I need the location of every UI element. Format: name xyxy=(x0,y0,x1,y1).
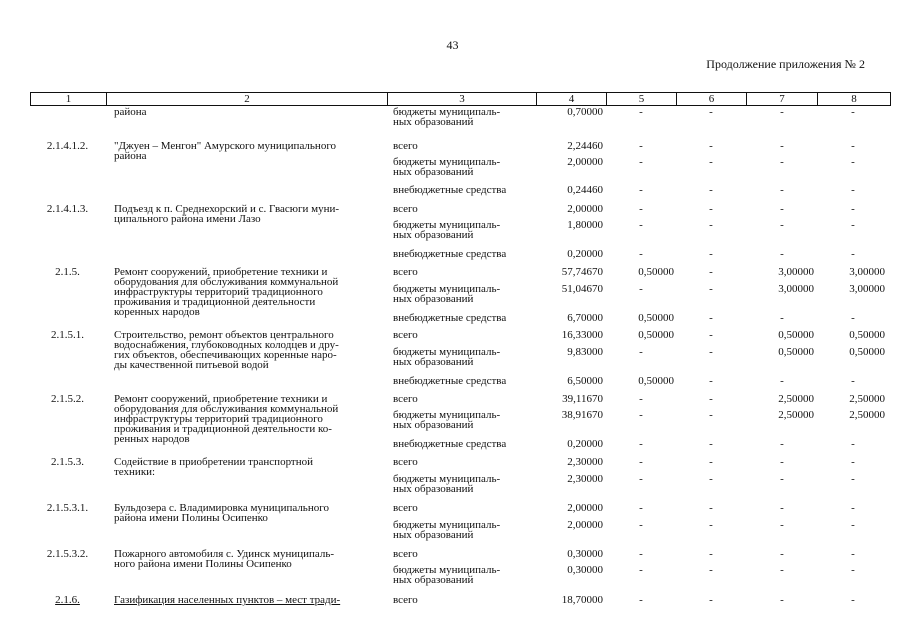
row-value-col7: - xyxy=(780,456,784,468)
row-funding-source: бюджеты муниципаль- ных образований xyxy=(393,283,501,305)
row-value-col8: 3,00000 xyxy=(849,283,885,295)
row-value-col4: 18,70000 xyxy=(561,594,603,606)
row-value-col6: - xyxy=(709,519,713,531)
row-value-col7: - xyxy=(780,106,784,118)
header-col-7: 7 xyxy=(747,93,818,106)
row-value-col7: - xyxy=(780,184,784,196)
row-funding-source: внебюджетные средства xyxy=(393,438,507,450)
row-value-col8: - xyxy=(851,248,855,260)
row-value-col5: 0,50000 xyxy=(638,266,674,278)
row-code: 2.1.5.1. xyxy=(51,329,84,341)
row-value-col4: 2,00000 xyxy=(567,203,603,215)
row-value-col5: - xyxy=(639,248,643,260)
header-col-1: 1 xyxy=(31,93,107,106)
row-value-col5: - xyxy=(639,594,643,606)
row-value-col8: - xyxy=(851,473,855,485)
header-col-8: 8 xyxy=(818,93,891,106)
row-value-col7: 2,50000 xyxy=(778,393,814,405)
row-funding-source: внебюджетные средства xyxy=(393,248,507,260)
page-number: 43 xyxy=(446,38,459,52)
row-value-col7: - xyxy=(780,140,784,152)
row-code: 2.1.5.3. xyxy=(51,456,84,468)
row-value-col8: - xyxy=(851,456,855,468)
row-funding-source: бюджеты муниципаль- ных образований xyxy=(393,564,501,586)
row-value-col5: - xyxy=(639,346,643,358)
row-value-col5: 0,50000 xyxy=(638,312,674,324)
row-value-col6: - xyxy=(709,203,713,215)
row-funding-source: бюджеты муниципаль- ных образований xyxy=(393,519,501,541)
row-value-col8: - xyxy=(851,502,855,514)
row-value-col4: 51,04670 xyxy=(561,283,603,295)
row-funding-source: бюджеты муниципаль- ных образований xyxy=(393,346,501,368)
row-value-col6: - xyxy=(709,456,713,468)
row-value-col7: - xyxy=(780,473,784,485)
row-funding-source: всего xyxy=(393,203,418,215)
row-value-col4: 2,30000 xyxy=(567,473,603,485)
row-value-col5: - xyxy=(639,438,643,450)
row-value-col6: - xyxy=(709,564,713,576)
row-value-col5: 0,50000 xyxy=(638,329,674,341)
row-value-col6: - xyxy=(709,438,713,450)
row-value-col7: 3,00000 xyxy=(778,283,814,295)
row-value-col6: - xyxy=(709,393,713,405)
row-value-col8: - xyxy=(851,438,855,450)
row-value-col4: 2,24460 xyxy=(567,140,603,152)
row-value-col4: 0,24460 xyxy=(567,184,603,196)
row-value-col6: - xyxy=(709,106,713,118)
row-value-col5: - xyxy=(639,393,643,405)
row-value-col7: - xyxy=(780,519,784,531)
row-value-col5: - xyxy=(639,184,643,196)
row-value-col8: - xyxy=(851,375,855,387)
row-value-col8: 3,00000 xyxy=(849,266,885,278)
row-value-col8: 0,50000 xyxy=(849,329,885,341)
row-funding-source: всего xyxy=(393,329,418,341)
row-value-col5: - xyxy=(639,219,643,231)
row-value-col4: 0,30000 xyxy=(567,548,603,560)
row-funding-source: всего xyxy=(393,456,418,468)
row-value-col8: - xyxy=(851,219,855,231)
row-value-col6: - xyxy=(709,473,713,485)
row-value-col6: - xyxy=(709,409,713,421)
row-value-col6: - xyxy=(709,312,713,324)
row-funding-source: бюджеты муниципаль- ных образований xyxy=(393,106,501,128)
row-value-col7: 0,50000 xyxy=(778,346,814,358)
row-value-col7: 3,00000 xyxy=(778,266,814,278)
row-value-col8: - xyxy=(851,156,855,168)
row-value-col6: - xyxy=(709,156,713,168)
row-value-col6: - xyxy=(709,283,713,295)
row-code: 2.1.5.3.1. xyxy=(46,502,89,514)
row-value-col6: - xyxy=(709,266,713,278)
row-value-col8: - xyxy=(851,312,855,324)
row-value-col7: - xyxy=(780,156,784,168)
row-name: Содействие в приобретении транспортной техники: xyxy=(114,456,313,478)
row-value-col4: 0,70000 xyxy=(567,106,603,118)
row-value-col5: - xyxy=(639,409,643,421)
row-value-col6: - xyxy=(709,248,713,260)
row-value-col5: - xyxy=(639,156,643,168)
row-funding-source: всего xyxy=(393,393,418,405)
row-value-col6: - xyxy=(709,594,713,606)
row-code: 2.1.5. xyxy=(55,266,80,278)
row-name: района xyxy=(114,106,147,118)
row-value-col4: 6,70000 xyxy=(567,312,603,324)
row-value-col4: 1,80000 xyxy=(567,219,603,231)
row-code: 2.1.5.2. xyxy=(51,393,84,405)
row-funding-source: бюджеты муниципаль- ных образований xyxy=(393,473,501,495)
row-value-col5: - xyxy=(639,502,643,514)
row-funding-source: бюджеты муниципаль- ных образований xyxy=(393,219,501,241)
row-value-col5: - xyxy=(639,140,643,152)
row-value-col4: 38,91670 xyxy=(561,409,603,421)
row-value-col7: - xyxy=(780,594,784,606)
row-code: 2.1.4.1.3. xyxy=(46,203,89,215)
row-value-col5: - xyxy=(639,548,643,560)
row-value-col6: - xyxy=(709,502,713,514)
row-value-col8: 2,50000 xyxy=(849,393,885,405)
row-value-col8: 2,50000 xyxy=(849,409,885,421)
row-value-col6: - xyxy=(709,346,713,358)
row-value-col5: - xyxy=(639,283,643,295)
row-name: Строительство, ремонт объектов центрального водоснабжения, глубоководных колодцев и дру- гих объектов, обеспечивающих коренные наро- ды качественной питьевой водой xyxy=(114,329,339,371)
row-value-col7: - xyxy=(780,248,784,260)
row-value-col5: - xyxy=(639,456,643,468)
row-funding-source: бюджеты муниципаль- ных образований xyxy=(393,156,501,178)
row-value-col4: 57,74670 xyxy=(561,266,603,278)
row-name: Ремонт сооружений, приобретение техники и оборудования для обслуживания коммунальной инфраструктуры территорий традиционного проживания и традиционной деятельности ко- ренных народов xyxy=(114,393,339,445)
row-value-col7: - xyxy=(780,564,784,576)
row-funding-source: внебюджетные средства xyxy=(393,375,507,387)
row-value-col6: - xyxy=(709,140,713,152)
row-value-col4: 2,00000 xyxy=(567,156,603,168)
row-value-col8: - xyxy=(851,519,855,531)
row-value-col4: 0,30000 xyxy=(567,564,603,576)
row-funding-source: всего xyxy=(393,140,418,152)
row-value-col5: - xyxy=(639,519,643,531)
row-value-col8: - xyxy=(851,594,855,606)
row-value-col6: - xyxy=(709,329,713,341)
row-value-col8: 0,50000 xyxy=(849,346,885,358)
continuation-label: Продолжение приложения № 2 xyxy=(706,57,865,71)
row-value-col4: 2,00000 xyxy=(567,519,603,531)
row-value-col8: - xyxy=(851,140,855,152)
row-name: Газификация населенных пунктов – мест тради- xyxy=(114,594,341,606)
row-value-col6: - xyxy=(709,548,713,560)
row-value-col4: 9,83000 xyxy=(567,346,603,358)
row-funding-source: всего xyxy=(393,266,418,278)
row-value-col4: 0,20000 xyxy=(567,248,603,260)
row-value-col8: - xyxy=(851,564,855,576)
row-code: 2.1.6. xyxy=(55,594,80,606)
header-col-6: 6 xyxy=(677,93,747,106)
row-funding-source: внебюджетные средства xyxy=(393,312,507,324)
header-col-2: 2 xyxy=(107,93,388,106)
row-funding-source: всего xyxy=(393,594,418,606)
row-value-col5: - xyxy=(639,203,643,215)
row-value-col7: - xyxy=(780,438,784,450)
row-value-col7: 2,50000 xyxy=(778,409,814,421)
row-value-col7: - xyxy=(780,548,784,560)
row-value-col8: - xyxy=(851,203,855,215)
row-value-col7: 0,50000 xyxy=(778,329,814,341)
row-funding-source: всего xyxy=(393,502,418,514)
row-value-col8: - xyxy=(851,106,855,118)
row-value-col7: - xyxy=(780,219,784,231)
row-funding-source: бюджеты муниципаль- ных образований xyxy=(393,409,501,431)
header-col-5: 5 xyxy=(607,93,677,106)
row-value-col6: - xyxy=(709,375,713,387)
row-value-col5: - xyxy=(639,564,643,576)
column-header-row xyxy=(30,92,891,106)
row-value-col8: - xyxy=(851,548,855,560)
row-value-col7: - xyxy=(780,502,784,514)
row-value-col7: - xyxy=(780,203,784,215)
row-value-col5: - xyxy=(639,473,643,485)
row-name: Пожарного автомобиля с. Удинск муниципаль- ного района имени Полины Осипенко xyxy=(114,548,335,570)
row-value-col4: 16,33000 xyxy=(561,329,603,341)
row-value-col4: 39,11670 xyxy=(562,393,603,405)
header-col-4: 4 xyxy=(537,93,607,106)
row-value-col5: - xyxy=(639,106,643,118)
header-col-3: 3 xyxy=(388,93,537,106)
row-name: Подъезд к п. Среднехорский и с. Гвасюги муни- ципального района имени Лазо xyxy=(114,203,340,225)
row-funding-source: всего xyxy=(393,548,418,560)
row-code: 2.1.5.3.2. xyxy=(46,548,89,560)
row-funding-source: внебюджетные средства xyxy=(393,184,507,196)
row-code: 2.1.4.1.2. xyxy=(46,140,89,152)
row-value-col7: - xyxy=(780,375,784,387)
row-value-col4: 2,30000 xyxy=(567,456,603,468)
row-name: Бульдозера с. Владимировка муниципального района имени Полины Осипенко xyxy=(114,502,329,524)
row-value-col8: - xyxy=(851,184,855,196)
row-name: "Джуен – Менгон" Амурского муниципального района xyxy=(114,140,337,162)
row-value-col6: - xyxy=(709,184,713,196)
row-name: Ремонт сооружений, приобретение техники и оборудования для обслуживания коммунальной инфраструктуры территорий традиционного проживания и традиционной деятельности коренных народов xyxy=(114,266,339,318)
row-value-col4: 2,00000 xyxy=(567,502,603,514)
row-value-col5: 0,50000 xyxy=(638,375,674,387)
row-value-col6: - xyxy=(709,219,713,231)
row-value-col7: - xyxy=(780,312,784,324)
row-value-col4: 6,50000 xyxy=(567,375,603,387)
row-value-col4: 0,20000 xyxy=(567,438,603,450)
